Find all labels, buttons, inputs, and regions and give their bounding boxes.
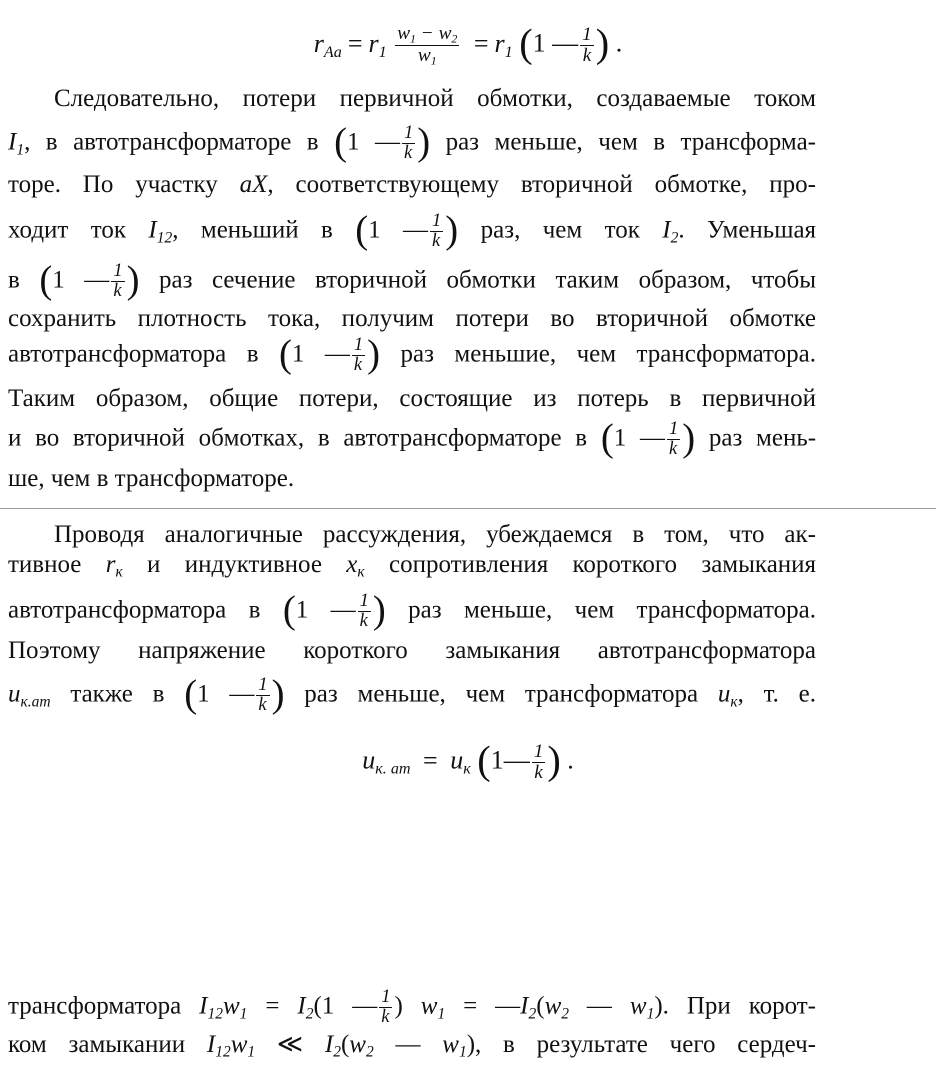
paragraph-1-line-10: ше, чем в трансформаторе. [8, 465, 295, 492]
paragraph-1-line-2: $I_1$, в автотрансформаторе в (1 — $\frac{1}{k}$ ) раз меньше, чем в трансформа- [8, 120, 817, 164]
paragraph-1-line-1: Следовательно, потери первичной обмотки, создаваемые током [54, 85, 816, 112]
paragraph-2-line-5: $u_{к.ат}$ также в (1 — $\frac{1}{k}$ ) раз меньше, чем трансформатора $u_к$, т. е. [8, 672, 816, 716]
paragraph-2-line-1: Проводя аналогичные рассуждения, убеждаемся в том, что ак- [54, 521, 816, 548]
paragraph-1-line-8: Таким образом, общие потери, состоящие из потерь в первичной [8, 385, 816, 412]
paragraph-1-line-3: торе. По участку aX, соответствующему вторичной обмотке, про- [8, 171, 816, 198]
paragraph-2-line-4: Поэтому напряжение короткого замыкания автотрансформатора [8, 637, 816, 664]
paragraph-1-line-6: сохранить плотность тока, получим потери во вторичной обмотке [8, 305, 816, 332]
paragraph-1-line-9: и во вторичной обмотках, в автотрансформаторе в (1 — $\frac{1}{k}$ ) раз мень- [8, 416, 817, 460]
formula-u-k-at: $u_{к. ат} = u_к$ (1— $\frac{1}{k}$ ) . [362, 737, 574, 784]
formula-r-aa: $r_{Aa} = r_1$ $\frac{w_1 - w_2}{w_1}$ = $r_1$ (1 — $\frac{1}{k}$ ) . [313, 20, 623, 68]
paragraph-2-line-3: автотрансформатора в (1 — $\frac{1}{k}$ ) раз меньше, чем трансформатора. [8, 588, 816, 632]
paragraph-3-line-2: ком замыкании $I_{12}w_1$ ≪ $I_2(w_2$ — $w_1$), в результате чего сердеч- [8, 1031, 817, 1061]
page-divider [0, 508, 936, 509]
paragraph-1-line-7: автотрансформатора в (1 — $\frac{1}{k}$ ) раз меньшие, чем трансформатора. [8, 332, 816, 376]
paragraph-3-line-1: трансформатора $I_{12}w_1 = I_2(1$ — $\frac{1}{k}$ ) $w_1$ = $—I_2(w_2$ — $w_1$). При корот- [8, 987, 816, 1028]
paragraph-1-line-5: в (1 — $\frac{1}{k}$ ) раз сечение вторичной обмотки таким образом, чтобы [8, 258, 817, 302]
paragraph-1-line-4: ходит ток $I_{12}$, меньший в (1 — $\frac{1}{k}$ ) раз, чем ток $I_2$. Уменьшая [8, 208, 817, 252]
paragraph-2-line-2: тивное $r_к$ и индуктивное $x_к$ сопротивления короткого замыкания [8, 551, 817, 581]
